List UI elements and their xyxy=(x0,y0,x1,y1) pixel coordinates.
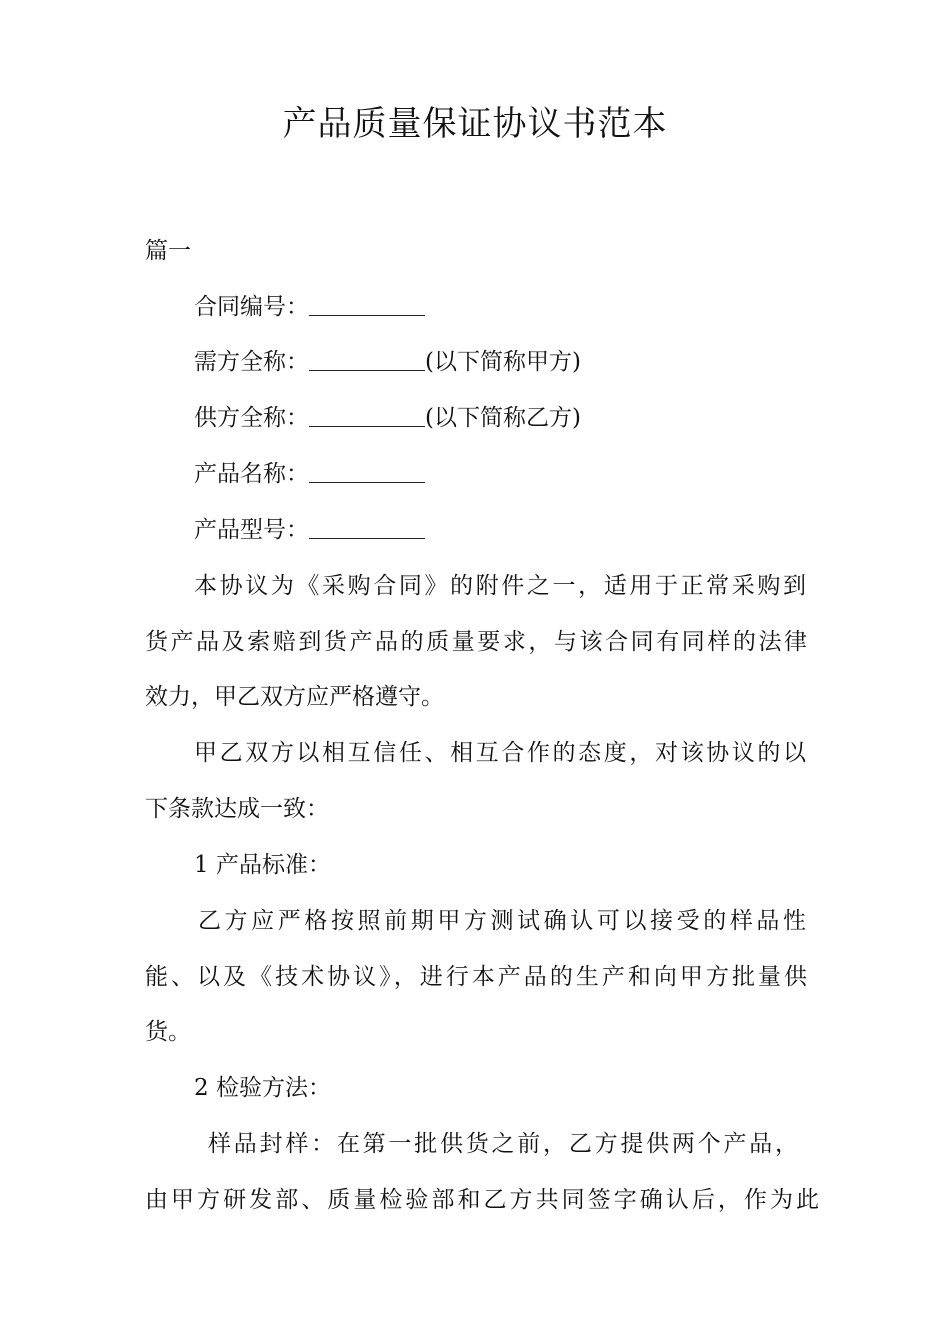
contract-number-blank xyxy=(309,291,425,316)
product-model-label: 产品型号： xyxy=(194,517,309,543)
section-heading-product-standard: 1 产品标准： xyxy=(194,852,331,878)
seller-name-label: 供方全称： xyxy=(194,405,309,431)
section-heading-inspection-method: 2 检验方法： xyxy=(194,1075,331,1101)
paragraph-line: 本协议为《采购合同》的附件之一，适用于正常采购到 xyxy=(194,573,806,599)
buyer-name-suffix: (以下简称甲方) xyxy=(425,349,581,375)
seller-name-blank xyxy=(309,402,425,427)
paragraph-line: 由甲方研发部、质量检验部和乙方共同签字确认后，作为此 xyxy=(145,1187,819,1213)
paragraph-line: 下条款达成一致： xyxy=(145,796,329,822)
paragraph-line: 甲乙双方以相互信任、相互合作的态度，对该协议的以 xyxy=(194,740,806,766)
product-model-blank xyxy=(309,514,425,539)
paragraph-line: 货。 xyxy=(145,1019,191,1045)
product-name-label: 产品名称： xyxy=(194,461,309,487)
seller-name-field xyxy=(194,402,581,434)
paragraph-line: 效力，甲乙双方应严格遵守。 xyxy=(145,684,444,710)
paragraph-line: 货产品及索赔到货产品的质量要求，与该合同有同样的法律 xyxy=(145,629,807,655)
paragraph-line: 能、以及《技术协议》，进行本产品的生产和向甲方批量供 xyxy=(145,964,807,990)
paragraph-line: 乙方应严格按照前期甲方测试确认可以接受的样品性 xyxy=(198,908,806,934)
section-label: 篇一 xyxy=(145,238,191,264)
document-title: 产品质量保证协议书范本 xyxy=(282,104,668,144)
buyer-name-field xyxy=(194,346,581,378)
contract-number-label: 合同编号： xyxy=(194,294,309,320)
paragraph-line: 样品封样：在第一批供货之前，乙方提供两个产品， xyxy=(208,1131,798,1157)
buyer-name-blank xyxy=(309,346,425,371)
contract-number-field xyxy=(194,291,425,323)
seller-name-suffix: (以下简称乙方) xyxy=(425,405,581,431)
product-model-field xyxy=(194,514,425,546)
product-name-field xyxy=(194,458,425,490)
buyer-name-label: 需方全称： xyxy=(194,349,309,375)
product-name-blank xyxy=(309,458,425,483)
